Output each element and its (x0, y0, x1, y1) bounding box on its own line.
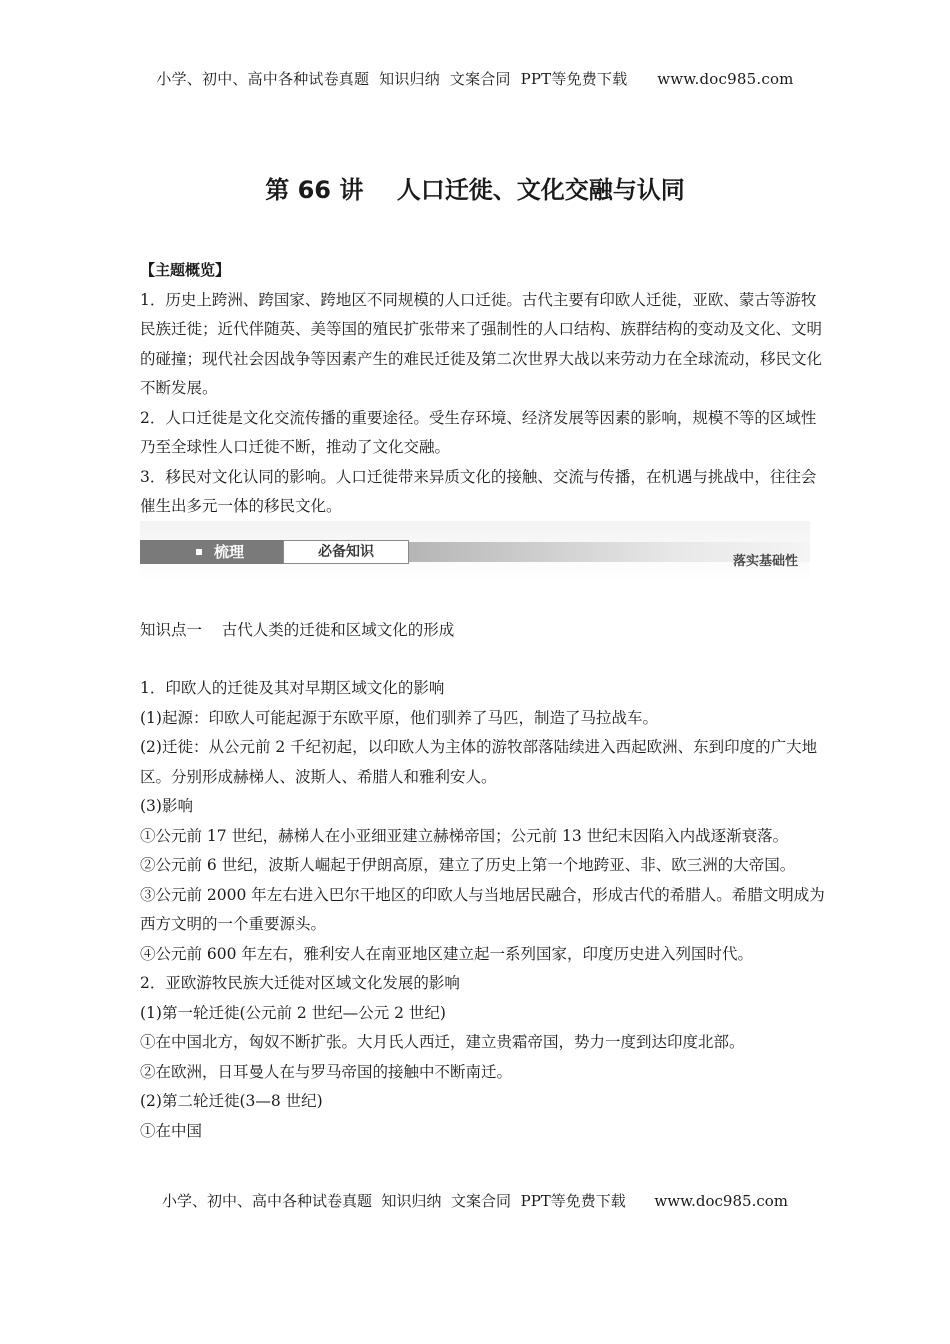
content-line: (1)第一轮迁徙(公元前 2 世纪—公元 2 世纪) (140, 1003, 446, 1022)
content-line: ③公元前 2000 年左右进入巴尔干地区的印欧人与当地居民融合，形成古代的希腊人。希腊文明成为西方文明的一个重要源头。 (140, 885, 825, 933)
main-content (140, 674, 830, 1146)
content-line: (2)第二轮迁徙(3—8 世纪) (140, 1092, 323, 1110)
overview-paragraph: 2．人口迁徙是文化交流传播的重要途径。受生存环境、经济发展等因素的影响，规模不等的区域性乃至全球性人口迁徙不断，推动了文化交融。 (140, 408, 817, 456)
content-line: ①在中国北方，匈奴不断扩张。大月氏人西迁，建立贵霜帝国，势力一度到达印度北部。 (140, 1033, 745, 1051)
square-bullet-icon (196, 549, 202, 555)
content-line: ①公元前 17 世纪，赫梯人在小亚细亚建立赫梯帝国；公元前 13 世纪末因陷入内战逐渐衰落。 (140, 826, 789, 845)
section-heading: 1．印欧人的迁徙及其对早期区域文化的影响 (140, 679, 445, 697)
content-line: ②在欧洲，日耳曼人在与罗马帝国的接触中不断南迁。 (140, 1062, 513, 1081)
knowledge-point-title: 知识点一 古代人类的迁徙和区域文化的形成 (140, 621, 455, 639)
overview-label: 【主题概览】 (140, 261, 231, 279)
page-footer: 小学、初中、高中各种试卷真题 知识归纳 文案合同 PPT等免费下载 www.doc985.com (161, 1192, 788, 1210)
overview-paragraph: 1．历史上跨洲、跨国家、跨地区不同规模的人口迁徙。古代主要有印欧人迁徙，亚欧、蒙古等游牧民族迁徙；近代伴随英、美等国的殖民扩张带来了强制性的人口结构、族群结构的变动及文化、文明的碰撞；现代社会因战争等因素产生的难民迁徙及第二次世界大战以来劳动力在全球流动，移民文化不断发展。 (140, 290, 823, 397)
content-line: (1)起源：印欧人可能起源于东欧平原，他们驯养了马匹，制造了马拉战车。 (140, 708, 658, 727)
content-line: ②公元前 6 世纪，波斯人崛起于伊朗高原，建立了历史上第一个地跨亚、非、欧三洲的大帝国。 (140, 856, 796, 874)
content-line: ①在中国 (140, 1121, 203, 1140)
section-banner (140, 521, 810, 581)
content-line: ④公元前 600 年左右，雅利安人在南亚地区建立起一系列国家，印度历史进入列国时代。 (140, 944, 753, 963)
banner-right-label: 落实基础性 (732, 554, 798, 569)
banner-tab-review-label: 梳理 (214, 543, 245, 561)
banner-tab-review (140, 540, 283, 564)
theme-overview (140, 256, 830, 522)
page-header: 小学、初中、高中各种试卷真题 知识归纳 文案合同 PPT等免费下载 www.doc985.com (156, 70, 794, 88)
content-line: (3)影响 (140, 797, 193, 815)
banner-tab-knowledge: 必备知识 (283, 540, 409, 564)
section-heading: 2．亚欧游牧民族大迁徙对区域文化发展的影响 (140, 974, 460, 992)
page-title: 第 66 讲 人口迁徙、文化交融与认同 (265, 176, 685, 204)
knowledge-point-heading (140, 616, 830, 646)
content-line: (2)迁徙：从公元前 2 千纪初起，以印欧人为主体的游牧部落陆续进入西起欧洲、东到印度的广大地区。分别形成赫梯人、波斯人、希腊人和雅利安人。 (140, 738, 818, 786)
overview-paragraph: 3．移民对文化认同的影响。人口迁徙带来异质文化的接触、交流与传播，在机遇与挑战中，往往会催生出多元一体的移民文化。 (140, 467, 817, 515)
